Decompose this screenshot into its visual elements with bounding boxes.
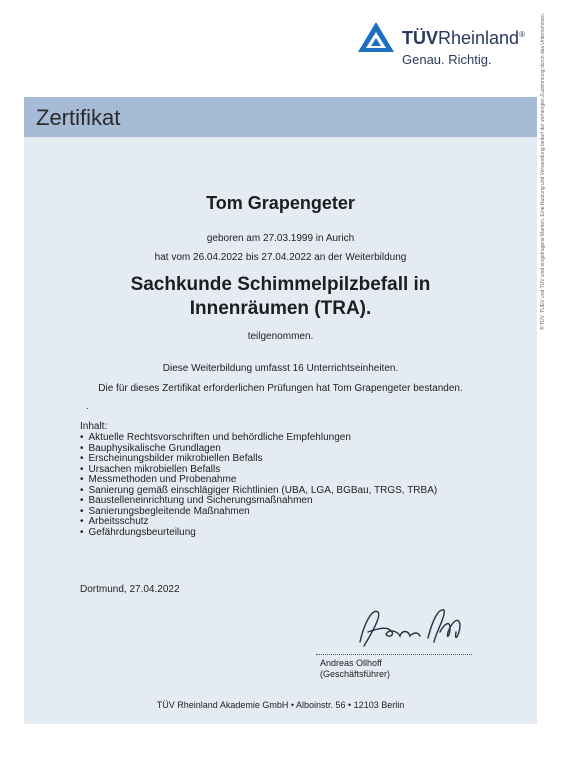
footer-address: TÜV Rheinland Akademie GmbH • Alboinstr. 56 • 12103 Berlin xyxy=(156,700,405,710)
signer-role: (Geschäftsführer) xyxy=(320,669,391,679)
signature-line xyxy=(316,654,472,655)
recipient-name: Tom Grapengeter xyxy=(206,193,355,213)
side-legal-note xyxy=(540,0,546,330)
list-item: • Sanierungsbegleitende Maßnahmen xyxy=(80,507,437,518)
signer-name: Andreas Ollhoff xyxy=(320,658,382,668)
list-item: • Messmethoden und Probenahme xyxy=(80,475,437,486)
list-item: • Erscheinungsbilder mikrobiellen Befalls xyxy=(80,454,437,465)
training-units-text: Diese Weiterbildung umfasst 16 Unterrichtseinheiten. xyxy=(162,363,399,374)
certificate-panel xyxy=(24,97,537,724)
place-and-date: Dortmund, 27.04.2022 xyxy=(80,584,180,595)
course-title xyxy=(24,273,537,321)
exam-passed-text: Die für dieses Zertifikat erforderlichen Prüfungen hat Tom Grapengeter bestanden. xyxy=(98,383,463,394)
list-item: • Baustelleneinrichtung und Sicherungsmaßnahmen xyxy=(80,496,437,507)
stray-dot: . xyxy=(86,401,89,411)
side-legal-text: ® TÜV, TUEV und TUV sind eingetragene Marken. Eine Nutzung und Verwendung bedarf der vorherigen Zustimmung durch das Unternehmen. xyxy=(540,12,546,330)
tuv-rheinland-logo xyxy=(356,20,546,72)
list-item: • Aktuelle Rechtsvorschriften und behördliche Empfehlungen xyxy=(80,433,437,444)
contents-label: Inhalt: xyxy=(80,421,108,432)
signer-block xyxy=(320,658,390,680)
birth-info: geboren am 27.03.1999 in Aurich xyxy=(206,233,355,244)
logo-brand-text: TÜVRheinland® xyxy=(402,28,525,48)
list-item: • Ursachen mikrobiellen Befalls xyxy=(80,465,437,476)
course-title-line-2: Innenräumen (TRA). xyxy=(189,298,372,319)
triangle-logo-icon xyxy=(356,20,396,54)
logo-tagline: Genau. Richtig. xyxy=(402,52,492,67)
certificate-header-band xyxy=(24,97,537,137)
topics-list xyxy=(80,433,437,538)
list-item: • Gefährdungsbeurteilung xyxy=(80,528,437,539)
list-item: • Sanierung gemäß einschlägiger Richtlinien (UBA, LGA, BGBau, TRGS, TRBA) xyxy=(80,486,437,497)
certificate-title: Zertifikat xyxy=(36,105,121,130)
training-period: hat vom 26.04.2022 bis 27.04.2022 an der Weiterbildung xyxy=(154,252,407,263)
participated-text: teilgenommen. xyxy=(247,331,314,342)
course-title-line-1: Sachkunde Schimmelpilzbefall in xyxy=(130,274,431,295)
list-item: • Arbeitsschutz xyxy=(80,517,437,528)
handwritten-signature xyxy=(354,602,469,654)
list-item: • Bauphysikalische Grundlagen xyxy=(80,444,437,455)
